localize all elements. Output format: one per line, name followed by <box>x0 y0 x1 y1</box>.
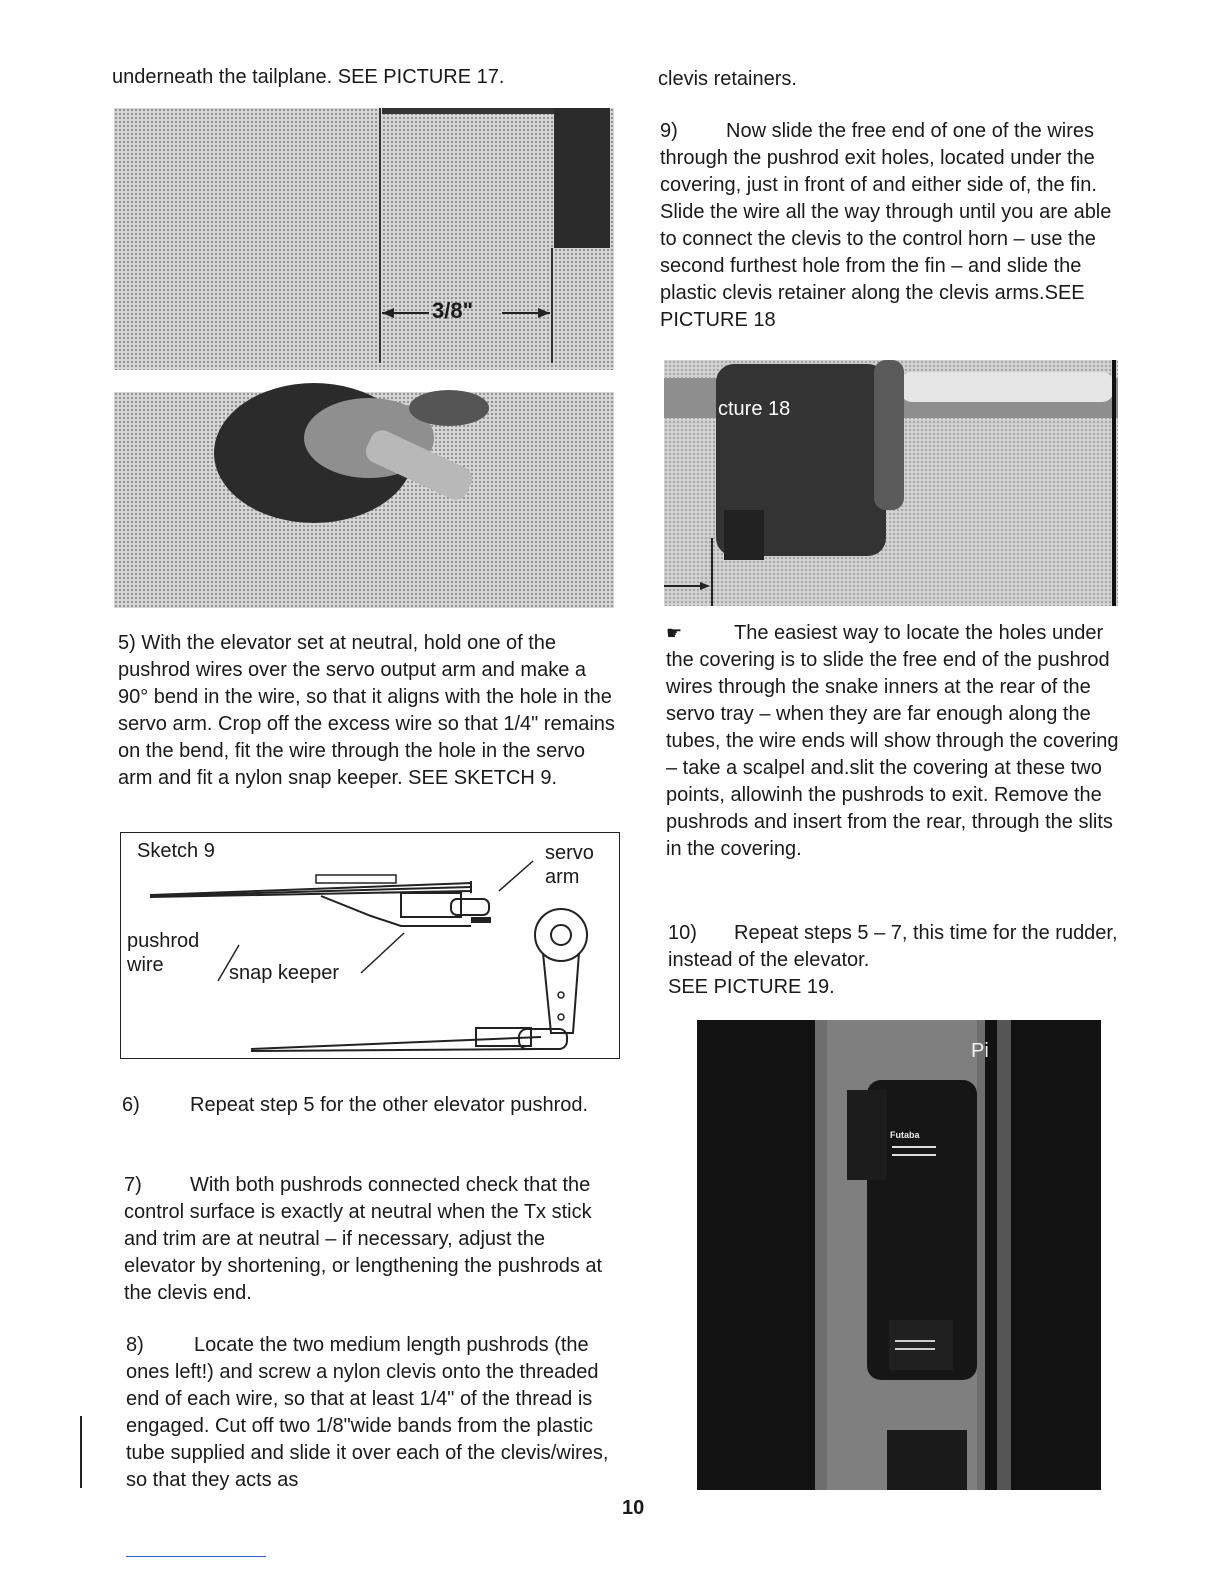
step-10 <box>668 920 1128 974</box>
step-7-text: With both pushrods connected check that the control surface is exactly at neutral when the Tx stick and trim are at neutral – if necessary, adjust the elevator by shortening, or lengthening the pushrods at the clevis end. <box>124 1174 603 1304</box>
picture-19-drawing <box>697 1020 1101 1490</box>
picture-17-drawing <box>114 108 614 608</box>
servo-brand-label: Futaba <box>890 1130 920 1140</box>
sketch-9-title: Sketch 9 <box>137 840 215 862</box>
page-number: 10 <box>622 1497 645 1519</box>
picture-18-drawing <box>664 360 1118 606</box>
picture-18 <box>664 360 1118 606</box>
picture-17 <box>114 108 614 608</box>
step-6-text: Repeat step 5 for the other elevator pushrod. <box>190 1094 589 1116</box>
picture-17-dimension: 3/8" <box>432 298 474 323</box>
step-6-number: 6) <box>122 1094 140 1116</box>
step-8 <box>126 1332 626 1494</box>
picture-19-label: Pi <box>971 1040 989 1062</box>
right-continuation: clevis retainers. <box>658 68 797 90</box>
step-9-text: Now slide the free end of one of the wires through the pushrod exit holes, located under the covering, just in front of and either side of, the fin. Slide the wire all the way through until you are able to connect the clevis to the control horn – use the second furthest hole from the fin – and slide the plastic clevis retainer along the clevis arms.SEE PICTURE 18 <box>660 120 1112 331</box>
servo-arm-label-line1: servo <box>545 842 594 864</box>
sketch-9 <box>120 832 620 1059</box>
step-5: 5) With the elevator set at neutral, hold one of the pushrod wires over the servo output arm and make a 90° bend in the wire, so that it aligns with the hole in the servo arm. Crop off the excess wire so that 1/4" remains on the bend, fit the wire through the hole in the servo arm and fit a nylon snap keeper. SEE SKETCH 9. <box>118 632 615 789</box>
pointing-hand-icon: ☛ <box>666 623 683 644</box>
step-7-number: 7) <box>124 1174 142 1196</box>
step-6 <box>122 1092 602 1119</box>
pushrod-wire-label-line1: pushrod <box>127 930 200 952</box>
step-8-text: Locate the two medium length pushrods (the ones left!) and screw a nylon clevis onto the threaded end of each wire, so that at least 1/4" of the thread is engaged. Cut off two 1/8"wide bands from the plastic tube supplied and slide it over each of the clevis/wires, so that they acts as <box>126 1334 609 1491</box>
picture-19 <box>697 1020 1101 1490</box>
tip-paragraph <box>666 620 1132 863</box>
footer-line <box>126 1556 266 1557</box>
step-7 <box>124 1172 614 1307</box>
margin-bar <box>80 1416 82 1488</box>
step-8-number: 8) <box>126 1334 144 1356</box>
intro-line: underneath the tailplane. SEE PICTURE 17. <box>112 66 505 88</box>
pushrod-wire-label-line2: wire <box>127 954 164 976</box>
step-10-number: 10) <box>668 922 697 944</box>
step-10-reference: SEE PICTURE 19. <box>668 976 835 998</box>
snap-keeper-label: snap keeper <box>229 962 340 984</box>
picture-18-label: cture 18 <box>718 398 791 420</box>
tip-text: The easiest way to locate the holes under the covering is to slide the free end of the pushrod wires through the snake inners at the rear of the servo tray – when they are far enough along the tubes, the wire ends will show through the covering – take a scalpel and.slit the covering at these two points, allowinh the pushrods to exit. Remove the pushrods and insert from the rear, through the slits in the covering. <box>666 622 1119 860</box>
step-10-text: Repeat steps 5 – 7, this time for the rudder, instead of the elevator. <box>668 922 1118 971</box>
step-9 <box>660 118 1126 334</box>
step-9-number: 9) <box>660 120 678 142</box>
servo-arm-label-line2: arm <box>545 866 580 888</box>
sketch-9-drawing <box>121 833 618 1057</box>
